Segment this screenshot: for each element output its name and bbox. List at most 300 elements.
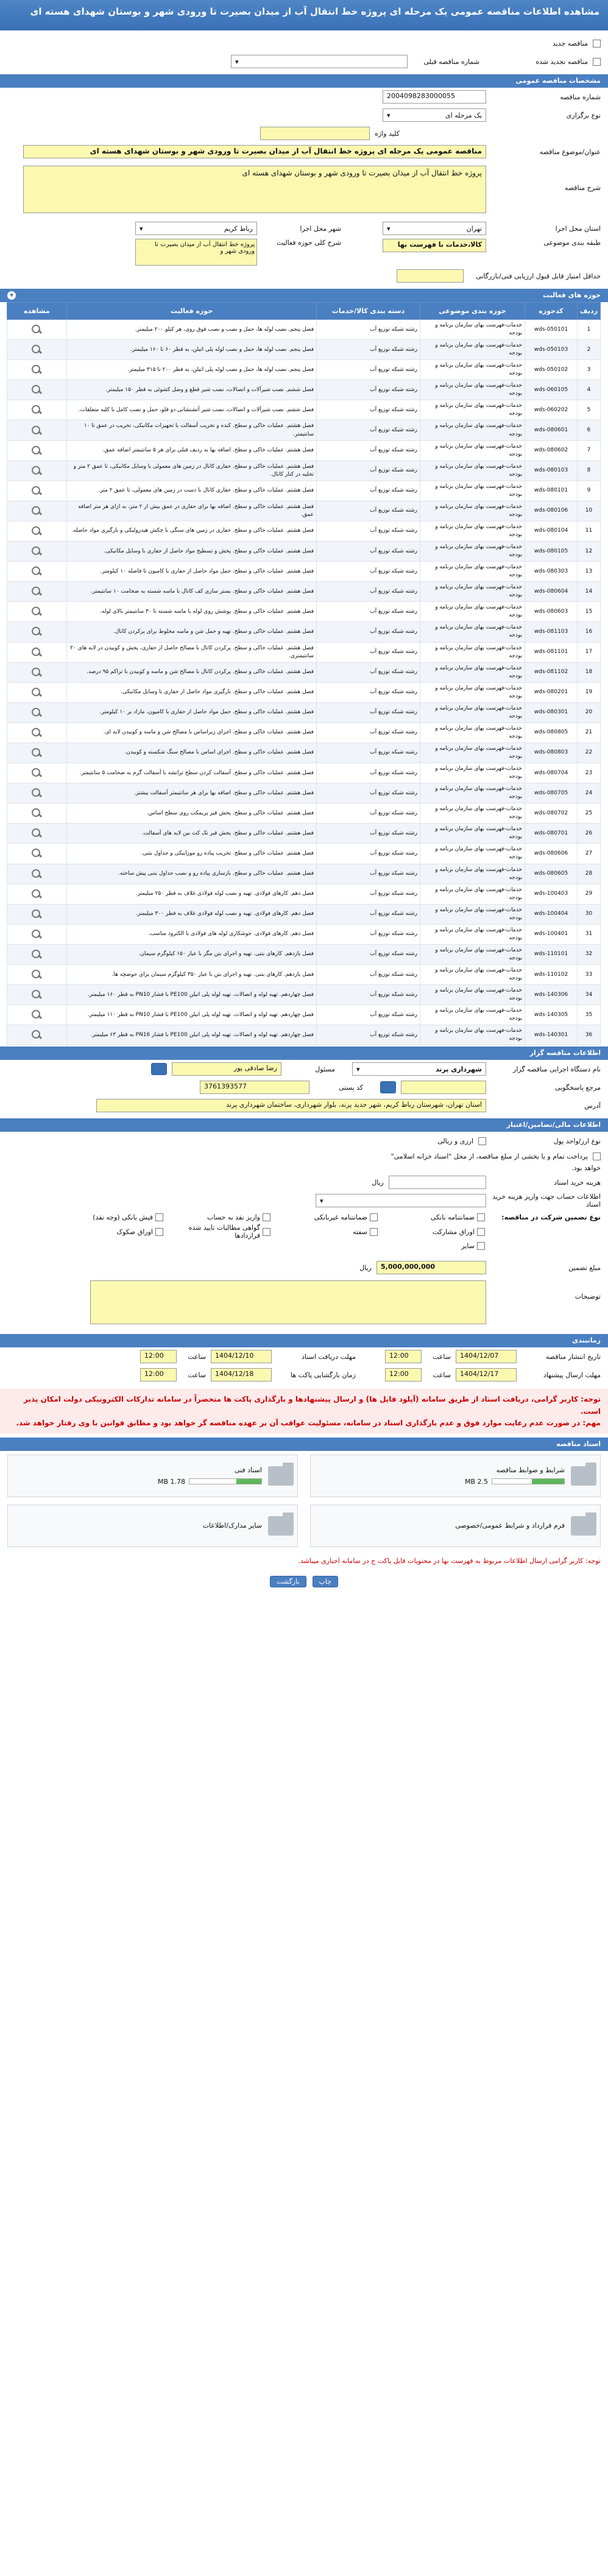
submit-time-field[interactable]: 12:00	[385, 1368, 422, 1382]
file-size: 1.78 MB	[157, 1477, 185, 1486]
table-row	[7, 420, 601, 440]
prev-number-label: شماره مناقصه قبلی	[423, 57, 479, 66]
ref-lookup-button[interactable]	[380, 1081, 396, 1093]
file-card[interactable]	[7, 1505, 298, 1547]
row-category: رشته شبکه توزیع آب	[317, 722, 420, 743]
row-category: رشته شبکه توزیع آب	[317, 380, 420, 400]
items-section-header	[0, 289, 608, 302]
row-index: 10	[578, 501, 601, 521]
open-date-field[interactable]: 1404/12/18	[211, 1368, 272, 1382]
row-code: wds-080303	[525, 562, 578, 582]
row-activity: فصل هشتم. عملیات خاکی و سطح. بارگیری مواد حاصل از حفاری با وسایل مکانیکی.	[67, 682, 317, 702]
row-category: رشته شبکه توزیع آب	[317, 803, 420, 824]
magnifier-icon[interactable]	[29, 848, 45, 859]
row-code: wds-110102	[525, 965, 578, 985]
row-index: 32	[578, 944, 601, 964]
row-view	[7, 722, 67, 743]
row-category: رشته شبکه توزیع آب	[317, 1005, 420, 1025]
magnifier-icon[interactable]	[29, 747, 45, 758]
row-category: رشته شبکه توزیع آب	[317, 622, 420, 642]
organizer-section-header: اطلاعات مناقصه گزار	[0, 1046, 608, 1060]
guarantee-checkbox[interactable]	[477, 1242, 485, 1250]
table-row	[7, 904, 601, 924]
row-index: 6	[578, 420, 601, 440]
row-code: wds-081101	[525, 642, 578, 662]
row-subject: خدمات-فهرست بهای سازمان برنامه و بودجه	[420, 521, 525, 541]
row-activity: فصل هشتم. عملیات خاکی و سطح. بستر سازی کف کانال با ماسه شسته به ضخامت ۱۰ سانتیمتر.	[67, 582, 317, 602]
row-index: 2	[578, 340, 601, 360]
table-row	[7, 542, 601, 562]
row-index: 13	[578, 562, 601, 582]
row-code: wds-110101	[525, 944, 578, 964]
city-select[interactable]	[135, 222, 257, 235]
row-subject: خدمات-فهرست بهای سازمان برنامه و بودجه	[420, 803, 525, 824]
row-view	[7, 965, 67, 985]
work-desc-list[interactable]	[135, 239, 257, 266]
address-row	[0, 1096, 608, 1115]
footer-buttons	[0, 1571, 608, 1592]
row-code: wds-080104	[525, 521, 578, 541]
doc-fee-label: هزینه خرید اسناد	[554, 1178, 601, 1187]
row-code: wds-080606	[525, 844, 578, 864]
magnifier-icon[interactable]	[29, 404, 45, 415]
type-row	[0, 106, 608, 124]
row-subject: خدمات-فهرست بهای سازمان برنامه و بودجه	[420, 985, 525, 1005]
table-row	[7, 1005, 601, 1025]
row-view	[7, 501, 67, 521]
ref-field[interactable]	[401, 1081, 486, 1094]
row-activity: فصل ششم. نصب شیرآلات و اتصالات، نصب شیر قطع و وصل کشوئی به قطر ۱۵۰ میلیمتر.	[67, 380, 317, 400]
contact-lookup-button[interactable]	[151, 1063, 167, 1075]
magnifier-icon[interactable]	[29, 384, 45, 395]
row-activity: فصل هشتم. عملیات خاکی و سطح. تخریب پیاده رو موزاییکی و جداول بتنی.	[67, 844, 317, 864]
pay-terms-text-2: خواهد بود.	[571, 1163, 601, 1172]
row-activity: فصل هشتم. عملیات خاکی و سطح. حمل مواد حاصل از حفاری با کامیون، مازاد بر ۱۰ کیلومتر.	[67, 702, 317, 722]
row-category: رشته شبکه توزیع آب	[317, 420, 420, 440]
row-category: رشته شبکه توزیع آب	[317, 481, 420, 501]
row-category: رشته شبکه توزیع آب	[317, 783, 420, 803]
guarantee-label-text: گواهی مطالبات تایید شده قراردادها	[188, 1224, 260, 1240]
doc-time-field[interactable]: 12:00	[140, 1350, 177, 1363]
magnifier-icon[interactable]	[29, 788, 45, 799]
magnifier-icon[interactable]	[29, 828, 45, 839]
guarantee-label-text: ضمانتنامه غیربانکی	[314, 1213, 367, 1222]
guarantee-checkbox[interactable]	[477, 1228, 485, 1236]
type-label: نوع برگزاری	[566, 111, 601, 119]
row-index: 28	[578, 864, 601, 884]
account-select[interactable]	[316, 1194, 486, 1207]
row-subject: خدمات-فهرست بهای سازمان برنامه و بودجه	[420, 400, 525, 420]
doc-fee-unit: ریال	[372, 1178, 384, 1187]
renewed-tender-row	[0, 52, 608, 71]
row-code: wds-081102	[525, 662, 578, 682]
guarantee-checkbox[interactable]	[370, 1213, 378, 1221]
city-value: رباط کریم	[224, 224, 253, 233]
file-card[interactable]	[7, 1455, 298, 1497]
guarantee-checkbox[interactable]	[155, 1213, 163, 1221]
table-row	[7, 440, 601, 461]
row-subject: خدمات-فهرست بهای سازمان برنامه و بودجه	[420, 743, 525, 763]
file-name: فرم قرارداد و شرایط عمومی/خصوصی	[455, 1522, 565, 1530]
table-row	[7, 400, 601, 420]
row-subject: خدمات-فهرست بهای سازمان برنامه و بودجه	[420, 340, 525, 360]
row-subject: خدمات-فهرست بهای سازمان برنامه و بودجه	[420, 763, 525, 783]
row-index: 34	[578, 985, 601, 1005]
row-activity: فصل هشتم. عملیات خاکی و سطح. اضافه بها به ردیف قبلی برای هر ۵ سانتیمتر اضافه عمق.	[67, 440, 317, 461]
fin-desc-field[interactable]	[90, 1280, 486, 1324]
pay-terms-text: پرداخت تمام و یا بخشی از مبلغ مناقصه، از محل "اسناد خزانه اسلامی"	[391, 1152, 588, 1160]
row-category: رشته شبکه توزیع آب	[317, 461, 420, 481]
guarantee-row	[0, 1210, 608, 1254]
items-header-label: حوزه های فعالیت	[543, 291, 601, 299]
magnifier-icon[interactable]	[29, 445, 45, 456]
folder-icon	[571, 1466, 596, 1486]
magnifier-icon[interactable]	[29, 808, 45, 819]
currency-checkbox[interactable]	[478, 1137, 486, 1145]
row-index: 22	[578, 743, 601, 763]
row-activity: فصل هشتم. عملیات خاکی و سطح. حمل مواد حاصل از حفاری با کامیون تا فاصله ۱۰ کیلومتر.	[67, 562, 317, 582]
row-view	[7, 924, 67, 944]
magnifier-icon[interactable]	[29, 889, 45, 900]
row-index: 20	[578, 702, 601, 722]
row-activity: فصل دهم. کارهای فولادی. تهیه و نصب لوله فولادی غلاف به قطر ۲۵۰ میلیمتر.	[67, 884, 317, 904]
contact-field[interactable]: رضا صادقی پور	[172, 1062, 281, 1076]
category-row	[0, 238, 608, 267]
row-subject: خدمات-فهرست بهای سازمان برنامه و بودجه	[420, 783, 525, 803]
pub-date-label: تاریخ انتشار مناقصه	[545, 1352, 601, 1361]
row-code: wds-080705	[525, 783, 578, 803]
row-view	[7, 1025, 67, 1045]
magnifier-icon[interactable]	[29, 1029, 45, 1040]
row-view	[7, 662, 67, 682]
magnifier-icon[interactable]	[29, 324, 45, 335]
row-subject: خدمات-فهرست بهای سازمان برنامه و بودجه	[420, 824, 525, 844]
guarantee-option	[274, 1213, 378, 1221]
row-view	[7, 461, 67, 481]
magnifier-icon[interactable]	[29, 647, 45, 658]
row-category: رشته شبکه توزیع آب	[317, 884, 420, 904]
row-view	[7, 320, 67, 340]
guarantee-option	[60, 1213, 163, 1221]
type-select[interactable]	[383, 108, 486, 122]
amount-field[interactable]: 5,000,000,000	[376, 1261, 486, 1274]
row-code: wds-080601	[525, 420, 578, 440]
magnifier-icon[interactable]	[29, 909, 45, 920]
open-time-label: ساعت	[188, 1371, 206, 1379]
row-view	[7, 521, 67, 541]
row-category: رشته شبکه توزیع آب	[317, 340, 420, 360]
magnifier-icon[interactable]	[29, 425, 45, 436]
desc-field[interactable]: پروژه خط انتقال آب از میدان بصیرت تا ورودی شهر و بوستان شهدای هسته ای	[23, 166, 486, 213]
row-subject: خدمات-فهرست بهای سازمان برنامه و بودجه	[420, 1025, 525, 1045]
magnifier-icon[interactable]	[29, 526, 45, 537]
row-category: رشته شبکه توزیع آب	[317, 763, 420, 783]
desc-row	[0, 164, 608, 214]
row-view	[7, 420, 67, 440]
items-table	[7, 302, 601, 1045]
file-progress-fill	[236, 1479, 261, 1484]
row-code: wds-080704	[525, 763, 578, 783]
row-subject: خدمات-فهرست بهای سازمان برنامه و بودجه	[420, 702, 525, 722]
amount-unit: ریال	[359, 1263, 372, 1272]
row-category: رشته شبکه توزیع آب	[317, 824, 420, 844]
row-category: رشته شبکه توزیع آب	[317, 743, 420, 763]
table-row	[7, 662, 601, 682]
magnifier-icon[interactable]	[29, 485, 45, 496]
file-progress-fill	[532, 1479, 564, 1484]
row-activity: فصل چهاردهم. تهیه لوله و اتصالات. تهیه لوله پلی اتیلن PE100 با فشار PN16 به قطر ۶۳ میلیمتر.	[67, 1025, 317, 1045]
city-label: شهر محل اجرا	[300, 224, 341, 233]
submit-date-field[interactable]: 1404/12/17	[456, 1368, 517, 1382]
table-row	[7, 1025, 601, 1045]
row-activity: فصل هشتم. عملیات خاکی و سطح. حفاری کانال با دست در زمین های معمولی، تا عمق ۲ متر.	[67, 481, 317, 501]
row-activity: فصل پنجم. نصب لوله ها، حمل و نصب لوله پلی اتیلن، به قطر ۶۰ تا ۱۶۰ میلیمتر.	[67, 340, 317, 360]
row-index: 30	[578, 904, 601, 924]
guarantee-checkbox[interactable]	[263, 1228, 270, 1236]
magnifier-icon[interactable]	[29, 687, 45, 698]
keyword-field[interactable]	[260, 127, 370, 140]
magnifier-icon[interactable]	[29, 364, 45, 375]
schedule-section-header: زمانبندی	[0, 1334, 608, 1347]
row-activity: فصل هشتم. عملیات خاکی و سطح. حفاری در زمین های سنگی با چکش هیدرولیکی و بارگیری مواد حاصله.	[67, 521, 317, 541]
row-code: wds-050101	[525, 320, 578, 340]
table-row	[7, 783, 601, 803]
row-subject: خدمات-فهرست بهای سازمان برنامه و بودجه	[420, 360, 525, 380]
row-activity: فصل هشتم. عملیات خاکی و سطح. اضافه بها برای حفاری در عمق بیش از ۲ متر، به ازای هر متر اضافه عمق.	[67, 501, 317, 521]
row-code: wds-050102	[525, 360, 578, 380]
quality-label: حداقل امتیاز قابل قبول ارزیابی فنی/بازرگانی	[476, 272, 601, 280]
org-label: نام دستگاه اجرایی مناقصه گزار	[513, 1065, 601, 1073]
renewed-tender-radio[interactable]	[593, 58, 601, 66]
row-activity: فصل هشتم. عملیات خاکی و سطح. پوشش روی لوله با ماسه شسته تا ۳۰ سانتیمتر بالای لوله.	[67, 602, 317, 622]
row-index: 11	[578, 521, 601, 541]
row-activity: فصل هشتم. عملیات خاکی و سطح. تهیه و حمل شن و ماسه مخلوط برای پرکردن کانال.	[67, 622, 317, 642]
row-subject: خدمات-فهرست بهای سازمان برنامه و بودجه	[420, 622, 525, 642]
financial-section-header: اطلاعات مالی/تضامین/اعتبار	[0, 1118, 608, 1132]
quality-row	[0, 267, 608, 285]
currency-value: ارزی و ریالی	[437, 1137, 473, 1145]
guarantee-label-text: اوراق صکوک	[116, 1227, 153, 1236]
guarantee-options	[60, 1213, 485, 1250]
file-card[interactable]	[310, 1455, 601, 1497]
table-row	[7, 622, 601, 642]
row-code: wds-060202	[525, 400, 578, 420]
row-category: رشته شبکه توزیع آب	[317, 400, 420, 420]
guarantee-checkbox[interactable]	[263, 1213, 270, 1221]
row-index: 15	[578, 602, 601, 622]
table-row	[7, 864, 601, 884]
table-row	[7, 803, 601, 824]
category-field[interactable]: کالا،خدمات با فهرست بها	[383, 239, 486, 252]
guarantee-checkbox[interactable]	[155, 1228, 163, 1236]
table-row	[7, 461, 601, 481]
row-code: wds-100404	[525, 904, 578, 924]
pub-date-field[interactable]: 1404/12/07	[456, 1350, 517, 1363]
address-field[interactable]: استان تهران، شهرستان رباط کریم، شهر جدید پرند، بلوار شهرداری، ساختمان شهرداری پرند	[96, 1099, 486, 1112]
guarantee-option	[167, 1224, 270, 1240]
magnifier-icon[interactable]	[29, 768, 45, 778]
type-value: یک مرحله ای	[445, 111, 482, 119]
account-row	[0, 1191, 608, 1210]
row-view	[7, 400, 67, 420]
guarantee-label: نوع تضمین شرکت در مناقصه:	[501, 1213, 601, 1222]
ref-row	[0, 1078, 608, 1096]
row-view	[7, 440, 67, 461]
row-category: رشته شبکه توزیع آب	[317, 844, 420, 864]
col-header-view: مشاهده	[7, 303, 67, 320]
page-title: مشاهده اطلاعات مناقصه عمومی یک مرحله ای پروژه خط انتقال آب از میدان بصیرت تا ورودی شهر و بوستان شهدای هسته ای	[30, 6, 599, 17]
row-view	[7, 944, 67, 964]
table-row	[7, 924, 601, 944]
table-row	[7, 360, 601, 380]
row-subject: خدمات-فهرست بهای سازمان برنامه و بودجه	[420, 501, 525, 521]
magnifier-icon[interactable]	[29, 869, 45, 880]
magnifier-icon[interactable]	[29, 929, 45, 940]
number-field[interactable]: 2004098283000055	[383, 90, 486, 104]
subject-field[interactable]: مناقصه عمومی یک مرحله ای پروژه خط انتقال آب از میدان بصیرت تا ورودی شهر و بوستان شهدای هسته ای	[23, 145, 486, 158]
magnifier-icon[interactable]	[29, 465, 45, 476]
file-card[interactable]	[310, 1505, 601, 1547]
table-row	[7, 763, 601, 783]
doc-time-label: ساعت	[188, 1352, 206, 1361]
row-index: 4	[578, 380, 601, 400]
row-code: wds-140306	[525, 985, 578, 1005]
row-subject: خدمات-فهرست بهای سازمان برنامه و بودجه	[420, 420, 525, 440]
row-view	[7, 582, 67, 602]
renewed-tender-label: مناقصه تجدید شده	[536, 57, 588, 66]
file-name: شرایط و ضوابط مناقصه	[496, 1466, 565, 1474]
row-index: 27	[578, 844, 601, 864]
row-subject: خدمات-فهرست بهای سازمان برنامه و بودجه	[420, 864, 525, 884]
guarantee-checkbox[interactable]	[477, 1213, 485, 1221]
province-select[interactable]	[383, 222, 486, 235]
row-index: 23	[578, 763, 601, 783]
row-code: wds-140301	[525, 1025, 578, 1045]
row-subject: خدمات-فهرست بهای سازمان برنامه و بودجه	[420, 440, 525, 461]
magnifier-icon[interactable]	[29, 969, 45, 980]
row-category: رشته شبکه توزیع آب	[317, 642, 420, 662]
magnifier-icon[interactable]	[29, 626, 45, 637]
file-progress	[189, 1478, 262, 1484]
pay-terms-checkbox[interactable]	[593, 1152, 601, 1160]
row-index: 19	[578, 682, 601, 702]
ref-label: مرجع پاسخگویی	[555, 1083, 601, 1092]
table-row	[7, 844, 601, 864]
table-row	[7, 722, 601, 743]
row-activity: فصل هشتم. عملیات خاکی و سطح. اجرای اساس با مصالح سنگ شکسته و کوبیدن.	[67, 743, 317, 763]
row-subject: خدمات-فهرست بهای سازمان برنامه و بودجه	[420, 642, 525, 662]
guarantee-label-text: اوراق مشارکت	[432, 1227, 475, 1236]
doc-deadline-field[interactable]: 1404/12/10	[211, 1350, 272, 1363]
back-button[interactable]: بازگشت	[270, 1576, 306, 1587]
row-subject: خدمات-فهرست بهای سازمان برنامه و بودجه	[420, 944, 525, 964]
postal-field[interactable]: 3761393577	[200, 1081, 309, 1094]
collapse-icon[interactable]: ▾	[7, 291, 16, 300]
magnifier-icon[interactable]	[29, 1009, 45, 1020]
org-select[interactable]	[352, 1062, 486, 1076]
chevron-down-icon: ▾	[387, 111, 391, 119]
guarantee-option	[381, 1242, 485, 1250]
table-row	[7, 380, 601, 400]
row-activity: فصل هشتم. عملیات خاکی و سطح. حفاری کانال در زمین های معمولی با وسایل مکانیکی، تا عمق ۲ متر و تخلیه در کنار کانال.	[67, 461, 317, 481]
row-category: رشته شبکه توزیع آب	[317, 904, 420, 924]
doc-fee-row	[0, 1173, 608, 1191]
row-code: wds-080805	[525, 722, 578, 743]
magnifier-icon[interactable]	[29, 989, 45, 1000]
magnifier-icon[interactable]	[29, 586, 45, 597]
chevron-down-icon: ▾	[235, 57, 239, 66]
guarantee-checkbox[interactable]	[370, 1228, 378, 1236]
amount-label: مبلغ تضمین	[568, 1263, 601, 1272]
row-activity: فصل چهاردهم. تهیه لوله و اتصالات. تهیه لوله پلی اتیلن PE100 با فشار PN10 به قطر ۱۱۰ میلیمتر.	[67, 1005, 317, 1025]
magnifier-icon[interactable]	[29, 727, 45, 738]
row-view	[7, 884, 67, 904]
row-activity: فصل ششم. نصب شیرآلات و اتصالات، نصب شیر آتشنشانی دو قلو، حمل و نصب کامل با کلیه متعلقات.	[67, 400, 317, 420]
row-code: wds-080702	[525, 803, 578, 824]
magnifier-icon[interactable]	[29, 506, 45, 517]
pub-time-field[interactable]: 12:00	[385, 1350, 422, 1363]
row-category: رشته شبکه توزیع آب	[317, 602, 420, 622]
row-subject: خدمات-فهرست بهای سازمان برنامه و بودجه	[420, 682, 525, 702]
print-button[interactable]: چاپ	[313, 1576, 339, 1587]
row-code: wds-080603	[525, 602, 578, 622]
row-index: 25	[578, 803, 601, 824]
fin-desc-label: توضیحات	[574, 1293, 601, 1301]
table-row	[7, 985, 601, 1005]
magnifier-icon[interactable]	[29, 667, 45, 678]
guarantee-option	[381, 1224, 485, 1240]
prev-number-select[interactable]	[231, 55, 408, 68]
pay-terms-row-2	[0, 1162, 608, 1173]
subject-row	[0, 143, 608, 161]
row-activity: فصل هشتم. عملیات خاکی و سطح. آسفالت کردن سطح ترانشه با آسفالت گرم به ضخامت ۵ سانتیمتر.	[67, 763, 317, 783]
table-row	[7, 682, 601, 702]
row-code: wds-080701	[525, 824, 578, 844]
row-index: 16	[578, 622, 601, 642]
row-category: رشته شبکه توزیع آب	[317, 1025, 420, 1045]
row-view	[7, 702, 67, 722]
magnifier-icon[interactable]	[29, 606, 45, 617]
row-code: wds-080803	[525, 743, 578, 763]
location-row	[0, 219, 608, 238]
row-activity: فصل پنجم. نصب لوله ها، حمل و نصب لوله پلی اتیلن، به قطر ۲۰۰ تا ۳۱۵ میلیمتر.	[67, 360, 317, 380]
row-view	[7, 844, 67, 864]
new-tender-radio[interactable]	[593, 40, 601, 48]
row-activity: فصل یازدهم. کارهای بتنی. تهیه و اجرای بتن مگر با عیار ۱۵۰ کیلوگرم سیمان.	[67, 944, 317, 964]
magnifier-icon[interactable]	[29, 344, 45, 355]
guarantee-option	[60, 1224, 163, 1240]
page-title-bar	[0, 0, 608, 30]
magnifier-icon[interactable]	[29, 566, 45, 577]
open-time-field[interactable]: 12:00	[140, 1368, 177, 1382]
col-header-activity: حوزه فعالیت	[67, 303, 317, 320]
province-value: تهران	[466, 224, 482, 233]
magnifier-icon[interactable]	[29, 546, 45, 557]
row-view	[7, 380, 67, 400]
row-subject: خدمات-فهرست بهای سازمان برنامه و بودجه	[420, 320, 525, 340]
doc-fee-field[interactable]	[389, 1176, 486, 1189]
row-index: 29	[578, 884, 601, 904]
row-activity: فصل یازدهم. کارهای بتنی. تهیه و اجرای بتن با عیار ۳۵۰ کیلوگرم سیمان برای حوضچه ها.	[67, 965, 317, 985]
row-view	[7, 360, 67, 380]
file-progress	[492, 1478, 565, 1484]
amount-row	[0, 1258, 608, 1277]
notice-box	[0, 1389, 608, 1434]
province-label: استان محل اجرا	[555, 224, 601, 233]
quality-field[interactable]	[397, 269, 464, 283]
magnifier-icon[interactable]	[29, 707, 45, 718]
magnifier-icon[interactable]	[29, 949, 45, 960]
